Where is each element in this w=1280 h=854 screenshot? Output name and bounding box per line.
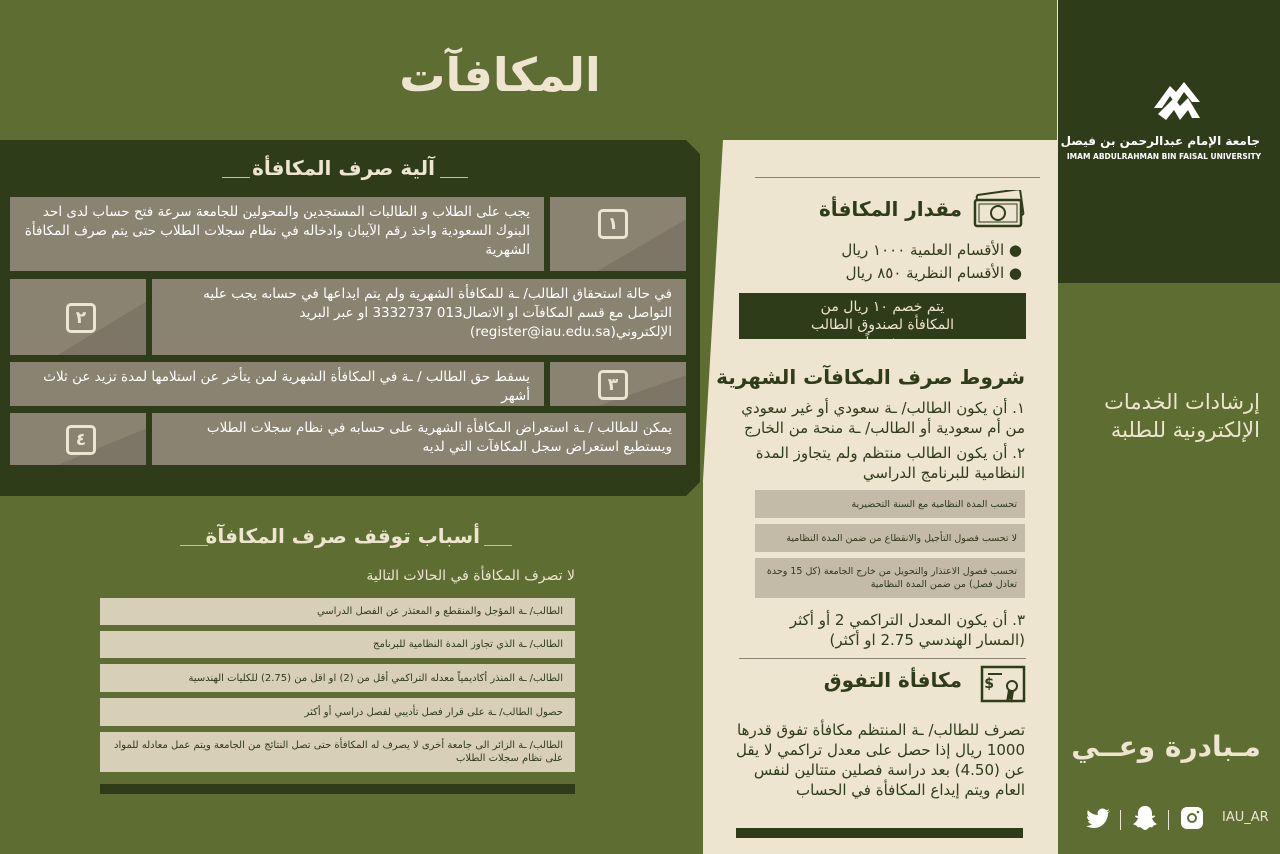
bullet-icon: ● — [1004, 241, 1022, 259]
step-text-1: يجب على الطلاب و الطالبات المستجدين والمحولين للجامعة سرعة فتح حساب لدى احد البنوك السعودية واخذ رقم الآيبان وادخاله في نظام سجلات الطلاب حتى يتم صرف المكافأة الشهرية — [10, 197, 544, 271]
twitter-icon[interactable] — [1084, 806, 1112, 832]
mechanism-title: آلية صرف المكافأة — [252, 156, 435, 180]
stop-reason-item: حصول الطالب/ ـة على قرار فصل تأديبي لفصل دراسي أو أكثر — [100, 698, 575, 726]
condition-item-2: ٢. أن يكون الطالب منتظم ولم يتجاوز المدة النظامية للبرنامج الدراسي — [755, 444, 1025, 482]
stop-reason-item: الطالب/ ـة المنذر أكاديمياً معدله التراكمي أقل من (2) او اقل من (2.75) للكليات الهندسية — [100, 664, 575, 692]
separator — [1120, 810, 1121, 830]
condition-item-1: ١. أن يكون الطالب/ ـة سعودي أو غير سعودي من أم سعودية أو الطالب/ ـة منحة من الخارج — [741, 399, 1025, 437]
snapchat-icon[interactable] — [1132, 804, 1158, 832]
step-text-3: يسقط حق الطالب / ـة في المكافأة الشهرية لمن يتأخر عن استلامها لمدة تزيد عن ثلاث أشهر — [10, 362, 544, 406]
step-text-2: في حالة استحقاق الطالب/ ـة للمكافأة الشهرية ولم يتم ايداعها في حسابه يجب عليه التواصل مع قسم المكافآت او الاتصال013 3332737 او عبر البريد الإلكتروني(register@iau.edu.sa) — [152, 279, 686, 355]
bottom-bar — [736, 828, 1023, 838]
step-number-4 — [10, 413, 146, 465]
step-number-label: ٤ — [66, 425, 96, 455]
bullet-icon: ● — [1004, 264, 1022, 282]
step-number-label: ١ — [598, 209, 628, 239]
stop-reasons-intro: لا تصرف المكافأة في الحالات التالية — [366, 568, 575, 584]
step-number-2 — [10, 279, 146, 355]
title-rule — [180, 545, 208, 546]
initiative-slogan: مـبادرة وعــي — [1071, 730, 1261, 763]
step-number-label: ٢ — [66, 303, 96, 333]
social-handle[interactable]: IAU_AR — [1222, 810, 1269, 825]
divider — [739, 658, 1026, 659]
stop-reason-item: الطالب/ ـة الزائر الى جامعة أخرى لا يصرف له المكافأة حتى تصل النتائج من الجامعة ويتم عمل معادله للمواد على نظام سجلات الطلاب — [100, 732, 575, 772]
stop-reason-item: الطالب/ ـة المؤجل والمنقطع و المعتذر عن الفصل الدراسي — [100, 598, 575, 625]
certificate-icon — [980, 664, 1026, 708]
stop-reason-item: الطالب/ ـة الذي تجاوز المدة النظامية للبرنامج — [100, 631, 575, 658]
svg-text:$: $ — [984, 676, 994, 692]
guidance-title: إرشادات الخدمات الإلكترونية للطلبة — [1104, 390, 1260, 442]
step-number-1 — [550, 197, 686, 271]
amount-item-scientific: ● الأقسام العلمية ١٠٠٠ ريال — [841, 241, 1022, 259]
condition-note: تحسب المدة النظامية مع السنة التحضيرية — [755, 490, 1025, 518]
separator — [1168, 810, 1169, 830]
bottom-bar — [100, 784, 575, 794]
title-rule — [484, 545, 512, 546]
step-number-3 — [550, 362, 686, 406]
instagram-icon[interactable] — [1180, 806, 1204, 830]
step-text-4: يمكن للطالب / ـة استعراض المكافأة الشهرية على حسابه في نظام سجلات الطلاب ويستطيع استعراض سجل المكافآت التي لديه — [152, 413, 686, 465]
condition-note: تحسب فصول الاعتذار والتحويل من خارج الجامعة (كل 15 وحدة تعادل فصل) من ضمن المدة النظامية — [755, 558, 1025, 598]
page-title: المكافآت — [399, 48, 601, 102]
university-name-ar: جامعة الإمام عبدالرحمن بن فيصل — [1060, 134, 1260, 148]
university-logo-icon — [1148, 78, 1206, 128]
money-icon — [972, 190, 1026, 230]
condition-item-3: ٣. أن يكون المعدل التراكمي 2 أو أكثر (المسار الهندسي 2.75 او أكثر) — [789, 611, 1025, 649]
university-name-en: IMAM ABDULRAHMAN BIN FAISAL UNIVERSITY — [1066, 152, 1262, 161]
condition-note: لا تحسب فصول التأجيل والانقطاع من ضمن المدة النظامية — [755, 524, 1025, 552]
stop-reasons-title: أسباب توقف صرف المكافآة — [205, 524, 480, 548]
amount-title: مقدار المكافأة — [819, 197, 962, 221]
excellence-text: تصرف للطالب/ ـة المنتظم مكافأة تفوق قدرها 1000 ريال إذا حصل على معدل تراكمي لا يقل عن (4.50) بعد دراسة فصلين متتالين لنفس العام ويتم إيداع المكافأة في الحساب — [736, 721, 1025, 799]
title-rule — [440, 177, 468, 178]
conditions-title: شروط صرف المكافآت الشهرية — [716, 365, 1025, 389]
deduction-note: يتم خصم ١٠ ريال من المكافأة لصندوق الطالب شهرياً — [739, 293, 1026, 339]
step-number-label: ٣ — [598, 370, 628, 400]
title-rule — [222, 177, 250, 178]
excellence-title: مكافأة التفوق — [823, 668, 962, 692]
amount-item-theoretical: ● الأقسام النظرية ٨٥٠ ريال — [845, 264, 1022, 282]
divider — [755, 177, 1040, 178]
